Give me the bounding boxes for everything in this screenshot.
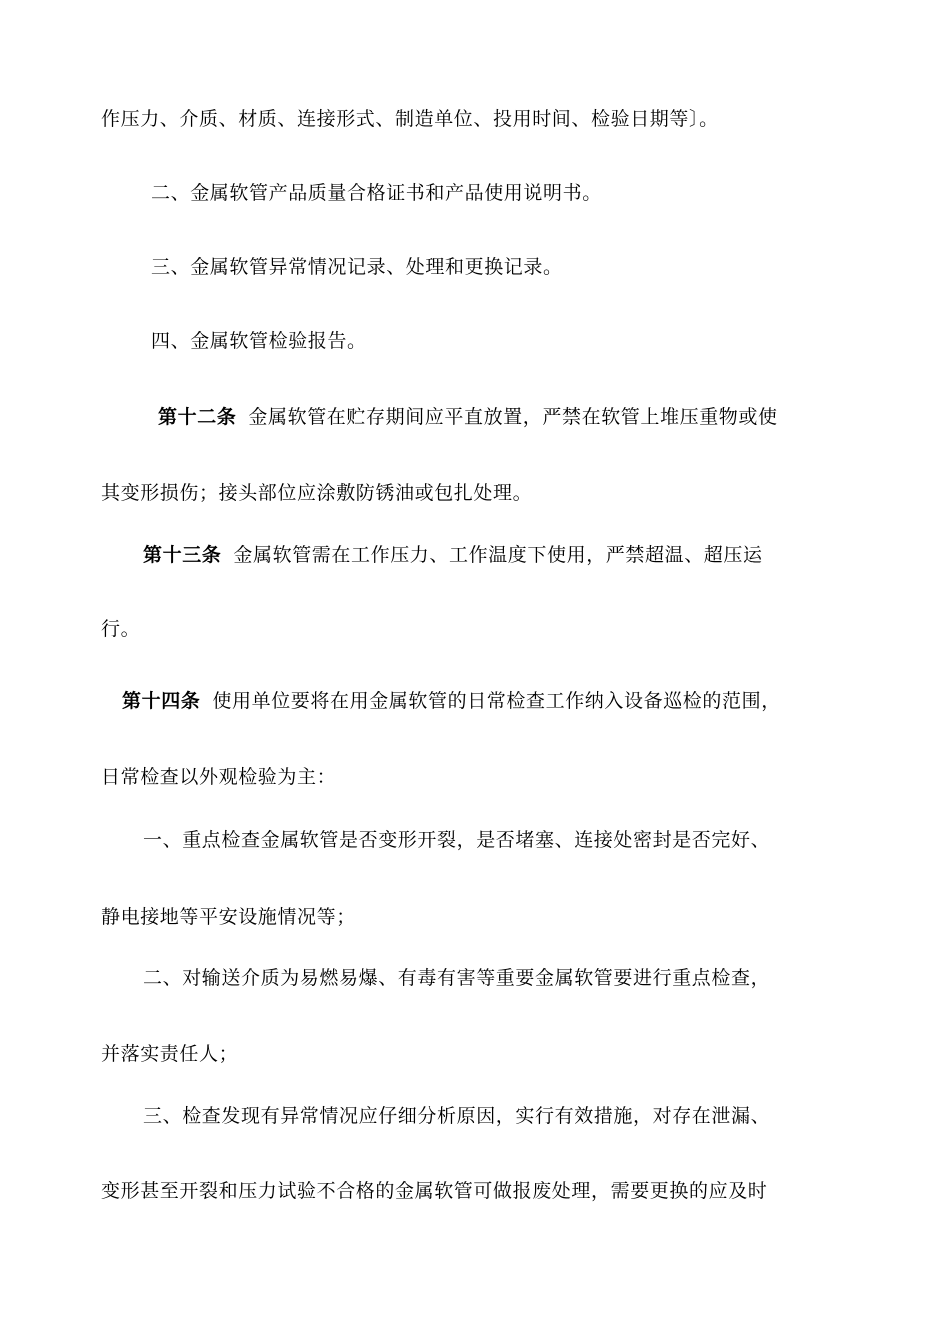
- paragraph-line: [143, 827, 770, 853]
- paragraph-line: [151, 180, 602, 206]
- article-14-line: [122, 688, 781, 714]
- article-heading: 第十二条: [158, 406, 237, 428]
- line-text: 二、对输送介质为易燃易爆、有毒有害等重要金属软管要进行重点检查，: [143, 967, 771, 989]
- article-heading: 第十三条: [143, 544, 222, 566]
- paragraph-line: [151, 254, 563, 280]
- line-text: 行。: [101, 618, 141, 640]
- paragraph-line: [101, 1178, 767, 1204]
- paragraph-line: [101, 616, 140, 642]
- line-text: 金属软管在贮存期间应平直放置，严禁在软管上堆压重物或使: [248, 406, 778, 428]
- line-text: 二、金属软管产品质量合格证书和产品使用说明书。: [151, 182, 602, 204]
- line-text: 金属软管需在工作压力、工作温度下使用，严禁超温、超压运: [233, 544, 763, 566]
- paragraph-line: [101, 1041, 238, 1067]
- line-text: 并落实责任人；: [101, 1043, 239, 1065]
- line-text: 使用单位要将在用金属软管的日常检查工作纳入设备巡检的范围，: [212, 690, 781, 712]
- line-text: 一、重点检查金属软管是否变形开裂，是否堵塞、连接处密封是否完好、: [143, 829, 771, 851]
- paragraph-line: [143, 965, 770, 991]
- line-text: 变形甚至开裂和压力试验不合格的金属软管可做报废处理，需要更换的应及时: [101, 1180, 768, 1202]
- paragraph-line: [101, 764, 336, 790]
- paragraph-line: [151, 328, 367, 354]
- paragraph-line: [143, 1103, 770, 1129]
- line-text: 作压力、介质、材质、连接形式、制造单位、投用时间、检验日期等〕。: [101, 108, 719, 130]
- line-text: 静电接地等平安设施情况等；: [101, 906, 356, 928]
- line-text: 四、金属软管检验报告。: [151, 330, 367, 352]
- paragraph-line: [101, 106, 719, 132]
- article-heading: 第十四条: [122, 690, 201, 712]
- line-text: 其变形损伤；接头部位应涂敷防锈油或包扎处理。: [101, 482, 533, 504]
- line-text: 三、金属软管异常情况记录、处理和更换记录。: [151, 256, 563, 278]
- line-text: 日常检查以外观检验为主：: [101, 766, 337, 788]
- article-12-line: [158, 404, 778, 430]
- line-text: 三、检查发现有异常情况应仔细分析原因，实行有效措施，对存在泄漏、: [143, 1105, 771, 1127]
- paragraph-line: [101, 480, 532, 506]
- paragraph-line: [101, 904, 356, 930]
- article-13-line: [143, 542, 763, 568]
